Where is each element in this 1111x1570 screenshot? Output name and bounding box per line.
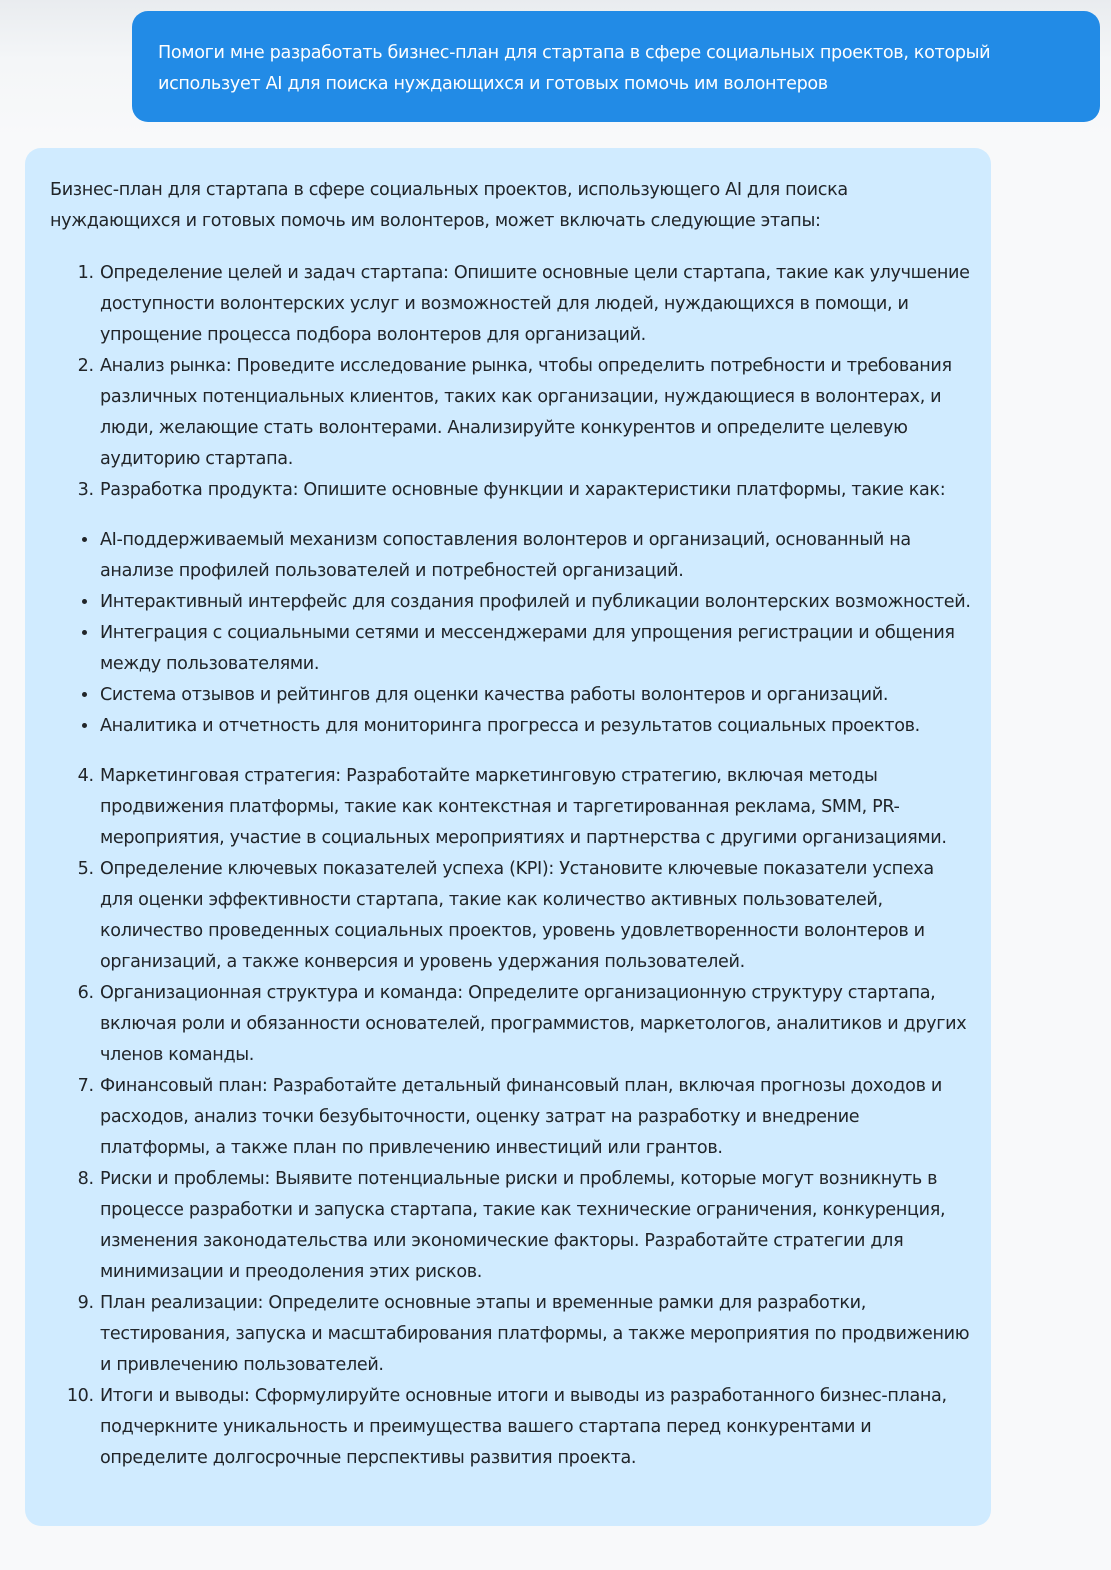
feature-item: • Система отзывов и рейтингов для оценки качества работы волонтеров и организаций.: [99, 680, 971, 711]
feature-item: • AI-поддерживаемый механизм сопоставления волонтеров и организаций, основанный на анализе профилей пользователей и потребностей организаций.: [99, 525, 971, 587]
step-item: 4. Маркетинговая стратегия: Разработайте маркетинговую стратегию, включая методы продвижения платформы, такие как контекстная и таргетированная реклама, SMM, PR-мероприятия, участие в социальных мероприятиях и партнерства с другими организациями.: [99, 761, 971, 854]
step-item: 2. Анализ рынка: Проведите исследование рынка, чтобы определить потребности и требования различных потенциальных клиентов, таких как организации, нуждающиеся в волонтерах, и люди, желающие стать волонтерами. Анализируйте конкурентов и определите целевую аудиторию стартапа.: [99, 351, 971, 475]
feature-item: • Интеграция с социальными сетями и мессенджерами для упрощения регистрации и общения между пользователями.: [99, 618, 971, 680]
feature-item: • Интерактивный интерфейс для создания профилей и публикации волонтерских возможностей.: [99, 587, 971, 618]
step-item: 7. Финансовый план: Разработайте детальный финансовый план, включая прогнозы доходов и расходов, анализ точки безубыточности, оценку затрат на разработку и внедрение платформы, а также план по привлечению инвестиций или грантов.: [99, 1071, 971, 1164]
step-item: 3. Разработка продукта: Опишите основные функции и характеристики платформы, такие как:: [99, 475, 971, 506]
user-message-text: Помоги мне разработать бизнес-план для стартапа в сфере социальных проектов, который использует AI для поиска нуждающихся и готовых помочь им волонтеров: [158, 43, 991, 94]
features-list: [50, 525, 971, 742]
step-item: 6. Организационная структура и команда: Определите организационную структуру стартапа, включая роли и обязанности основателей, программистов, маркетологов, аналитиков и других членов команды.: [99, 978, 971, 1071]
step-item: 5. Определение ключевых показателей успеха (KPI): Установите ключевые показатели успеха для оценки эффективности стартапа, такие как количество активных пользователей, количество проведенных социальных проектов, уровень удовлетворенности волонтеров и организаций, а также конверсия и уровень удержания пользователей.: [99, 854, 971, 978]
step-item: 9. План реализации: Определите основные этапы и временные рамки для разработки, тестирования, запуска и масштабирования платформы, а также мероприятия по продвижению и привлечению пользователей.: [99, 1288, 971, 1381]
feature-item: • Аналитика и отчетность для мониторинга прогресса и результатов социальных проектов.: [99, 711, 971, 742]
user-message-bubble: [132, 11, 1100, 122]
step-item: 10. Итоги и выводы: Сформулируйте основные итоги и выводы из разработанного бизнес-плана, подчеркните уникальность и преимущества вашего стартапа перед конкурентами и определите долгосрочные перспективы развития проекта.: [99, 1381, 971, 1474]
assistant-intro: Бизнес-план для стартапа в сфере социальных проектов, использующего AI для поиска нуждающихся и готовых помочь им волонтеров, может включать следующие этапы:: [50, 180, 848, 231]
steps-list-part1: [50, 258, 971, 506]
step-item: 1. Определение целей и задач стартапа: Опишите основные цели стартапа, такие как улучшение доступности волонтерских услуг и возможностей для людей, нуждающихся в помощи, и упрощение процесса подбора волонтеров для организаций.: [99, 258, 971, 351]
steps-list-part2: [50, 761, 971, 1474]
step-item: 8. Риски и проблемы: Выявите потенциальные риски и проблемы, которые могут возникнуть в процессе разработки и запуска стартапа, такие как технические ограничения, конкуренция, изменения законодательства или экономические факторы. Разработайте стратегии для минимизации и преодоления этих рисков.: [99, 1164, 971, 1288]
assistant-message-bubble: [25, 148, 991, 1526]
